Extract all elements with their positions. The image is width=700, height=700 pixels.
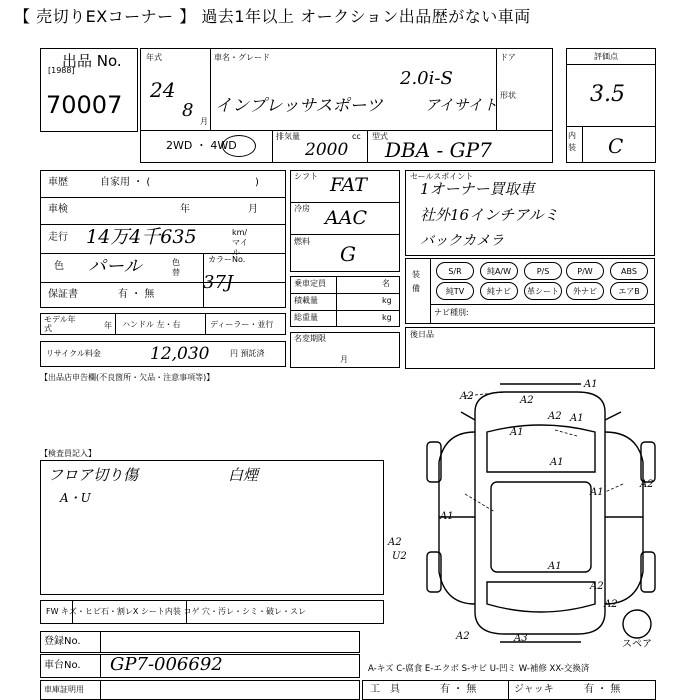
equip-label: 装備 (412, 270, 420, 293)
ac-label: 冷房 (294, 204, 310, 213)
model-code: DBA - GP7 (385, 138, 492, 162)
gross-unit: kg (382, 313, 392, 322)
inspector-note-1: フロア切り傷 (48, 466, 139, 484)
name-label: 車名・グレード (214, 53, 270, 62)
door-label: ドア (500, 53, 516, 62)
handle: ハンドル 左・右 (122, 320, 181, 329)
equip-chip-2-1: 純ナビ (480, 282, 518, 300)
damage-mark: A1 (584, 379, 598, 390)
year-month: 8 (182, 100, 194, 121)
inspector-note-2: 白煙 (228, 466, 259, 484)
tools-label: 工 具 (370, 684, 400, 695)
damage-code-legend: A-キズ C-腐食 E-エクボ S-サビ U-凹ミ W-補修 XX-交換済 (368, 664, 590, 674)
color-label: 色 (54, 261, 64, 272)
reg-label: 登録No. (44, 636, 81, 647)
year-era: 24 (150, 78, 176, 102)
navi-label: ナビ種別: (434, 308, 469, 317)
jack-value: 有 ・ 無 (584, 684, 621, 695)
displacement: 2000 (305, 140, 349, 160)
chassis-label: 車台No. (44, 660, 81, 671)
equip-chip-2-4: エアB (610, 282, 648, 300)
lot-number: 70007 (46, 91, 123, 119)
load-label: 積載量 (294, 296, 318, 305)
inspection-month: 月 (248, 204, 258, 215)
score-value: 3.5 (590, 82, 625, 107)
history-label: 車歴 (48, 177, 68, 188)
warranty-label: 保証書 (48, 289, 78, 300)
equip-chip-2-3: 外ナビ (566, 282, 604, 300)
warranty-value: 有 ・ 無 (118, 289, 155, 300)
equip-chip-2-0: 純TV (436, 282, 474, 300)
cert-row (40, 680, 360, 700)
color-change: 色替 (172, 258, 180, 277)
year-label: 年式 (146, 53, 162, 62)
recycle-label: リサイクル料金 (46, 349, 101, 358)
4wd-circle (222, 135, 256, 157)
ac-value: AAC (325, 207, 367, 229)
color-value: パール (88, 256, 142, 277)
interior-value: C (608, 134, 624, 158)
defect-legend: FW キズ・ヒビ石・割レX シート内装 コゲ 穴・汚レ・シミ・破レ・スレ (46, 607, 307, 616)
capacity-label: 乗車定員 (294, 279, 326, 288)
damage-mark: A1 (510, 427, 524, 438)
damage-mark: A2 (460, 391, 474, 402)
score-label: 評価点 (594, 52, 618, 61)
model-label: 型式 (372, 132, 388, 141)
car-name: インプレッサスポーツ (215, 96, 383, 116)
colorno-label: カラーNo. (208, 255, 246, 264)
damage-mark: A1 (570, 413, 584, 424)
equip-chip-2-2: 革シート (524, 282, 562, 300)
damage-mark: A1 (550, 457, 564, 468)
grade: 2.0i-S (400, 68, 453, 89)
after-box (405, 327, 655, 369)
name-change-label: 名変期限 (294, 334, 326, 343)
jack-label: ジャッキ (514, 684, 554, 695)
damage-mark: A2 (388, 537, 402, 548)
interior-label: 内装 (568, 131, 576, 152)
model-year-unit: 年 (104, 321, 112, 330)
name-change-unit: 月 (340, 355, 348, 364)
sales-point-1: 1オーナー買取車 (420, 180, 535, 198)
sheet-header: 【 売切りEXコーナー 】 過去1年以上 オークション出品歴がない車両 (14, 7, 531, 26)
equip-chip-1-0: S/R (436, 262, 474, 280)
damage-mark: A2 (520, 395, 534, 406)
equip-chip-1-1: 純A/W (480, 262, 518, 280)
equip-chip-1-3: P/W (566, 262, 604, 280)
sales-label: セールスポイント (410, 172, 474, 181)
sales-point-2: 社外16インチアルミ (420, 206, 559, 224)
cert-label: 車庫証明用 (44, 685, 84, 694)
damage-mark: A1 (590, 487, 604, 498)
fuel-label: 燃料 (294, 237, 310, 246)
dealer: ディーラー・並行 (210, 320, 274, 329)
mileage-unit: km/マイル (232, 228, 248, 257)
recycle-unit: 円 預託済 (230, 349, 265, 358)
spare-label: スペア (622, 639, 652, 650)
shape-label: 形状 (500, 91, 516, 100)
lot-small-code: [1988] (48, 66, 75, 75)
disp-label: 排気量 (276, 132, 300, 141)
inspection-year: 年 (180, 204, 190, 215)
shift-label: シフト (294, 172, 318, 181)
damage-mark: A2 (456, 631, 470, 642)
history-close: ) (255, 177, 259, 188)
shift-value: FAT (330, 174, 367, 196)
equip-chip-1-2: P/S (524, 262, 562, 280)
sales-point-3: バックカメラ (420, 233, 504, 249)
history-value: 自家用 ・ ( (100, 177, 151, 188)
gross-label: 総重量 (294, 313, 318, 322)
mileage-value: 14万4千635 (86, 226, 197, 248)
notes-title: 【出品店申告欄(不良箇所・欠品・注意事項等)】 (40, 373, 215, 382)
damage-mark: A2 (590, 581, 604, 592)
inspector-note-1b: A・U (60, 491, 91, 505)
damage-mark: A2 (548, 411, 562, 422)
damage-mark: A2 (604, 599, 618, 610)
colorno-value: 37J (203, 272, 234, 293)
car-diagram (405, 372, 680, 672)
model-year-label: モデル年式 (44, 315, 76, 333)
equip-chip-1-4: ABS (610, 262, 648, 280)
inspection-label: 車検 (48, 204, 68, 215)
fuel-value: G (340, 242, 356, 266)
month-unit: 月 (200, 117, 208, 126)
car-name-2: アイサイト (425, 96, 498, 114)
tools-value: 有 ・ 無 (440, 684, 477, 695)
drive-type: 2WD ・ 4WD (166, 139, 237, 152)
load-unit: kg (382, 296, 392, 305)
damage-mark: A1 (548, 561, 562, 572)
mileage-label: 走行 (48, 232, 68, 243)
chassis-value: GP7-006692 (110, 654, 223, 675)
capacity-unit: 名 (382, 279, 390, 288)
reg-row (40, 631, 360, 653)
damage-mark: A2 (640, 479, 654, 490)
recycle-value: 12,030 (150, 344, 210, 364)
disp-unit: cc (352, 132, 361, 141)
inspector-title: 【検査員記入】 (40, 449, 96, 458)
lot-label: 出品 No. (62, 52, 122, 70)
damage-mark: U2 (392, 551, 407, 562)
damage-mark: A1 (440, 511, 454, 522)
after-label: 後日品 (410, 330, 434, 339)
damage-mark: A3 (514, 633, 528, 644)
